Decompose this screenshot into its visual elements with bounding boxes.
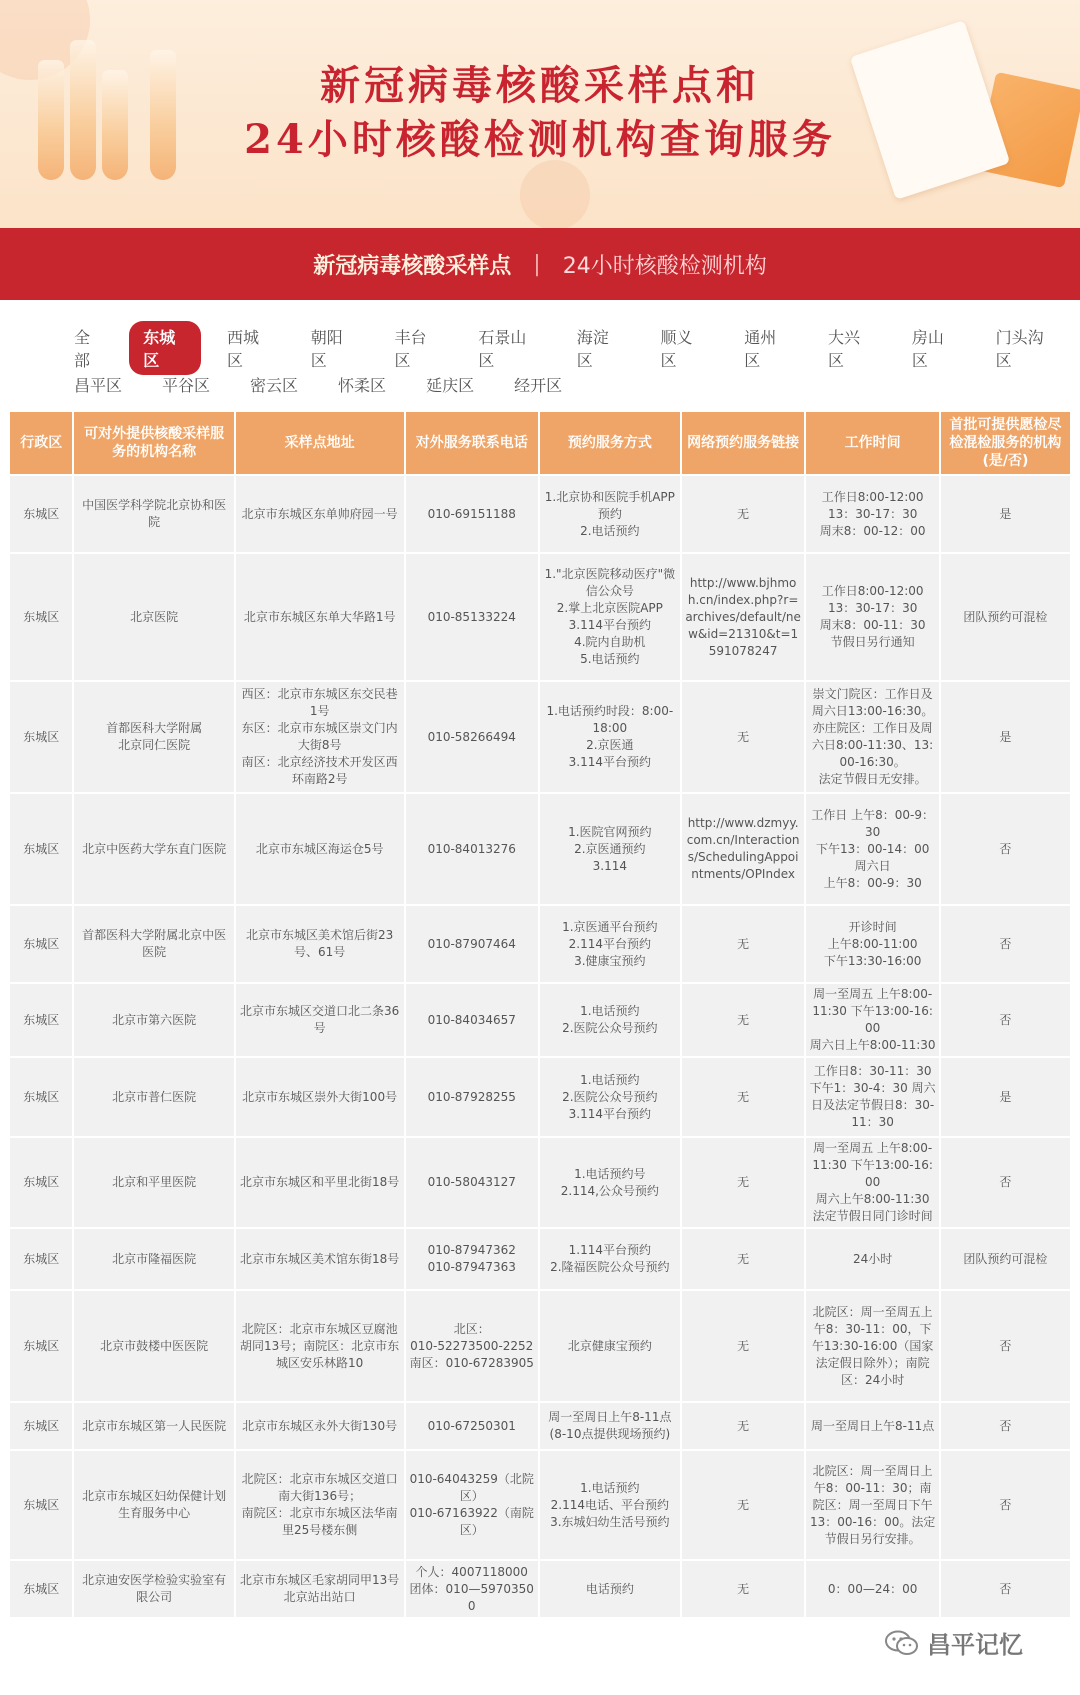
banner-title-line2: 24小时核酸检测机构查询服务 — [244, 116, 836, 163]
table-cell: 否 — [940, 1290, 1071, 1402]
table-cell: 东城区 — [9, 1290, 73, 1402]
table-cell: 否 — [940, 1402, 1071, 1450]
table-cell: 北京市普仁医院 — [73, 1057, 234, 1137]
table-cell: 北京市隆福医院 — [73, 1228, 234, 1290]
table-cell: 北京市东城区交道口北二条36号 — [235, 983, 405, 1057]
table-cell: 东城区 — [9, 681, 73, 793]
table-cell: 否 — [940, 905, 1071, 983]
district-chip[interactable]: 昌平区 — [74, 375, 123, 395]
table-cell: 1.医院官网预约 2.京医通预约 3.114 — [539, 793, 681, 905]
decor-circle — [520, 160, 590, 228]
table-cell: 西区：北京市东城区东交民巷1号 东区：北京市东城区崇文门内大街8号 南区：北京经济技术开发区西环南路2号 — [235, 681, 405, 793]
column-header: 网络预约服务链接 — [681, 411, 806, 475]
table-cell: 首都医科大学附属 北京同仁医院 — [73, 681, 234, 793]
table-cell: 北院区：周一至周日上午8：00-11：30；南院区：周一至周日下午13：00-16：00。法定节假日另行安排。 — [805, 1450, 939, 1560]
table-cell: 东城区 — [9, 553, 73, 681]
tab-separator: | — [533, 251, 541, 277]
watermark — [885, 1625, 1023, 1660]
table-cell: 东城区 — [9, 983, 73, 1057]
table-cell[interactable]: http://www.dzmyy.com.cn/Interactions/SchedulingAppointments/OPIndex — [681, 793, 806, 905]
banner-title-line1: 新冠病毒核酸采样点和 — [320, 62, 760, 109]
district-chip[interactable]: 平谷区 — [162, 375, 211, 395]
table-cell: 崇文门院区：工作日及周六日13:00-16:30。 亦庄院区：工作日及周六日8:00-11:30、13:00-16:30。 法定节假日无安排。 — [805, 681, 939, 793]
table-cell: 否 — [940, 793, 1071, 905]
table-cell: 010-69151188 — [405, 475, 539, 553]
district-chip[interactable]: 海淀区 — [576, 328, 609, 370]
district-chip[interactable]: 石景山区 — [478, 328, 527, 370]
table-cell: 电话预约 — [539, 1560, 681, 1618]
table-cell: 团队预约可混检 — [940, 1228, 1071, 1290]
table-cell: 周一至周五 上午8:00-11:30 下午13:00-16:00 周六日上午8:00-11:30 — [805, 983, 939, 1057]
table-cell: 周一至周日上午8-11点 — [805, 1402, 939, 1450]
table-cell: 工作日8:00-12:00 13：30-17：30 周末8：00-12：00 — [805, 475, 939, 553]
table-row — [9, 681, 1071, 793]
district-chip[interactable]: 顺义区 — [660, 328, 693, 370]
header-banner — [0, 0, 1080, 228]
table-cell: 24小时 — [805, 1228, 939, 1290]
table-cell: 东城区 — [9, 1450, 73, 1560]
table-cell: 1.电话预约 2.医院公众号预约 3.114平台预约 — [539, 1057, 681, 1137]
tab-sampling-points[interactable]: 新冠病毒核酸采样点 — [313, 253, 512, 279]
table-cell: 东城区 — [9, 475, 73, 553]
table-cell: 1.114平台预约 2.隆福医院公众号预约 — [539, 1228, 681, 1290]
district-chip[interactable]: 延庆区 — [426, 375, 475, 395]
district-chip[interactable]: 丰台区 — [394, 328, 427, 370]
table-cell: 010-58043127 — [405, 1137, 539, 1228]
table-cell: 010-64043259（北院区） 010-67163922（南院区） — [405, 1450, 539, 1560]
tab-24h-testing[interactable]: 24小时核酸检测机构 — [562, 253, 767, 279]
table-cell: 东城区 — [9, 905, 73, 983]
wechat-icon — [885, 1630, 919, 1656]
table-cell: 010-87907464 — [405, 905, 539, 983]
table-cell: 北京迪安医学检验实验室有限公司 — [73, 1560, 234, 1618]
table-cell: 北京和平里医院 — [73, 1137, 234, 1228]
table-cell: 无 — [681, 475, 806, 553]
table-cell: 010-87947362 010-87947363 — [405, 1228, 539, 1290]
table-cell: 是 — [940, 681, 1071, 793]
table-header-row — [9, 411, 1071, 475]
table-row — [9, 1402, 1071, 1450]
table-cell: 北京市东城区永外大街130号 — [235, 1402, 405, 1450]
table-cell: 010-67250301 — [405, 1402, 539, 1450]
table-row — [9, 793, 1071, 905]
table-cell: 开诊时间 上午8:00-11:00 下午13:30-16:00 — [805, 905, 939, 983]
table-cell: 是 — [940, 1057, 1071, 1137]
column-header: 预约服务方式 — [539, 411, 681, 475]
table-cell: 东城区 — [9, 1137, 73, 1228]
table-cell: 周一至周日上午8-11点(8-10点提供现场预约) — [539, 1402, 681, 1450]
table-cell: 1.电话预约 2.医院公众号预约 — [539, 983, 681, 1057]
table-cell: 北京市东城区东单帅府园一号 — [235, 475, 405, 553]
table-cell: 010-84013276 — [405, 793, 539, 905]
table-cell: 1."北京医院移动医疗"微信公众号 2.掌上北京医院APP 3.114平台预约 4.院内自助机 5.电话预约 — [539, 553, 681, 681]
table-cell: 北院区：北京市东城区豆腐池胡同13号；南院区：北京市东城区安乐林路10 — [235, 1290, 405, 1402]
table-cell: 无 — [681, 1290, 806, 1402]
table-cell: 北京市东城区东单大华路1号 — [235, 553, 405, 681]
table-cell: 北院区：周一至周五上午8：30-11：00，下午13:30-16:00（国家法定假日除外）；南院区：24小时 — [805, 1290, 939, 1402]
table-cell: 北京市第六医院 — [73, 983, 234, 1057]
table-cell: 010-58266494 — [405, 681, 539, 793]
table-cell: 工作日8:00-12:00 13：30-17：30 周末8：00-11：30 节假日另行通知 — [805, 553, 939, 681]
district-chip[interactable]: 通州区 — [744, 328, 777, 370]
district-chip[interactable]: 朝阳区 — [310, 328, 343, 370]
table-cell[interactable]: http://www.bjhmoh.cn/index.php?r=archives/default/new&id=21310&t=1591078247 — [681, 553, 806, 681]
table-cell: 北京市东城区妇幼保健计划生育服务中心 — [73, 1450, 234, 1560]
table-cell: 1.京医通平台预约 2.114平台预约 3.健康宝预约 — [539, 905, 681, 983]
table-cell: 北京市东城区美术馆后街23号、61号 — [235, 905, 405, 983]
table-cell: 无 — [681, 1228, 806, 1290]
table-row — [9, 1560, 1071, 1618]
table-cell: 北京市东城区崇外大街100号 — [235, 1057, 405, 1137]
district-chip[interactable]: 房山区 — [911, 328, 944, 370]
district-chip[interactable]: 全部 — [74, 328, 91, 370]
table-row — [9, 475, 1071, 553]
table-row — [9, 1137, 1071, 1228]
table-cell: 无 — [681, 1137, 806, 1228]
table-cell: 东城区 — [9, 1560, 73, 1618]
district-chip[interactable]: 密云区 — [250, 375, 299, 395]
column-header: 对外服务联系电话 — [405, 411, 539, 475]
table-cell: 北京医院 — [73, 553, 234, 681]
table-cell: 无 — [681, 1402, 806, 1450]
table-cell: 010-84034657 — [405, 983, 539, 1057]
district-chip[interactable]: 门头沟区 — [995, 328, 1044, 370]
table-cell: 1.北京协和医院手机APP预约 2.电话预约 — [539, 475, 681, 553]
district-chip[interactable]: 经开区 — [514, 375, 563, 395]
table-cell: 010-85133224 — [405, 553, 539, 681]
district-filter — [0, 300, 1080, 410]
table-cell: 北京市东城区海运仓5号 — [235, 793, 405, 905]
table-cell: 1.电话预约 2.114电话、平台预约 3.东城妇幼生活号预约 — [539, 1450, 681, 1560]
table-cell: 无 — [681, 1560, 806, 1618]
table-row — [9, 905, 1071, 983]
table-cell: 工作日 上午8：00-9：30 下午13：00-14：00 周六日 上午8：00-9：30 — [805, 793, 939, 905]
table-cell: 北京市东城区毛家胡同甲13号北京站出站口 — [235, 1560, 405, 1618]
watermark-text: 昌平记忆 — [927, 1631, 1023, 1659]
table-cell: 北京市东城区和平里北街18号 — [235, 1137, 405, 1228]
table-cell: 无 — [681, 983, 806, 1057]
table-cell: 1.电话预约号 2.114,公众号预约 — [539, 1137, 681, 1228]
table-row — [9, 1057, 1071, 1137]
table-cell: 东城区 — [9, 793, 73, 905]
table-cell: 否 — [940, 1560, 1071, 1618]
table-cell: 北区： 010-52273500-2252 南区：010-67283905 — [405, 1290, 539, 1402]
column-header: 行政区 — [9, 411, 73, 475]
column-header: 采样点地址 — [235, 411, 405, 475]
table-row — [9, 553, 1071, 681]
table-row — [9, 1290, 1071, 1402]
table-cell: 北京市东城区美术馆东街18号 — [235, 1228, 405, 1290]
district-chip[interactable]: 大兴区 — [828, 328, 861, 370]
table-cell: 1.电话预约时段：8:00-18:00 2.京医通 3.114平台预约 — [539, 681, 681, 793]
table-cell: 东城区 — [9, 1402, 73, 1450]
table-cell: 团队预约可混检 — [940, 553, 1071, 681]
category-tabs — [0, 228, 1080, 300]
table-cell: 东城区 — [9, 1228, 73, 1290]
table-cell: 中国医学科学院北京协和医院 — [73, 475, 234, 553]
table-cell: 无 — [681, 681, 806, 793]
table-cell: 无 — [681, 1057, 806, 1137]
table-cell: 无 — [681, 905, 806, 983]
table-cell: 周一至周五 上午8:00-11:30 下午13:00-16:00 周六上午8:00-11:30 法定节假日同门诊时间 — [805, 1137, 939, 1228]
sampling-points-table — [8, 410, 1072, 1619]
table-cell: 北京市东城区第一人民医院 — [73, 1402, 234, 1450]
table-cell: 无 — [681, 1450, 806, 1560]
table-cell: 北京中医药大学东直门医院 — [73, 793, 234, 905]
district-chip[interactable]: 怀柔区 — [338, 375, 387, 395]
table-row — [9, 1228, 1071, 1290]
district-chip[interactable]: 西城区 — [226, 328, 259, 370]
table-row — [9, 1450, 1071, 1560]
table-cell: 个人：4007118000 团体：010—59703500 — [405, 1560, 539, 1618]
column-header: 首批可提供愿检尽检混检服务的机构(是/否) — [940, 411, 1071, 475]
table-row — [9, 983, 1071, 1057]
table-cell: 是 — [940, 475, 1071, 553]
table-cell: 北院区：北京市东城区交道口南大街136号； 南院区：北京市东城区法华南里25号楼东侧 — [235, 1450, 405, 1560]
table-cell: 首都医科大学附属北京中医医院 — [73, 905, 234, 983]
district-row — [60, 328, 1080, 370]
table-cell: 东城区 — [9, 1057, 73, 1137]
table-cell: 工作日8：30-11：30 下午1：30-4：30 周六日及法定节假日8：30-11：30 — [805, 1057, 939, 1137]
table-cell: 北京市鼓楼中医医院 — [73, 1290, 234, 1402]
district-chip[interactable]: 东城区 — [129, 321, 201, 375]
table-cell: 北京健康宝预约 — [539, 1290, 681, 1402]
table-cell: 0：00—24：00 — [805, 1560, 939, 1618]
table-cell: 否 — [940, 983, 1071, 1057]
table-cell: 否 — [940, 1137, 1071, 1228]
column-header: 工作时间 — [805, 411, 939, 475]
table-cell: 010-87928255 — [405, 1057, 539, 1137]
column-header: 可对外提供核酸采样服务的机构名称 — [73, 411, 234, 475]
table-cell: 否 — [940, 1450, 1071, 1560]
